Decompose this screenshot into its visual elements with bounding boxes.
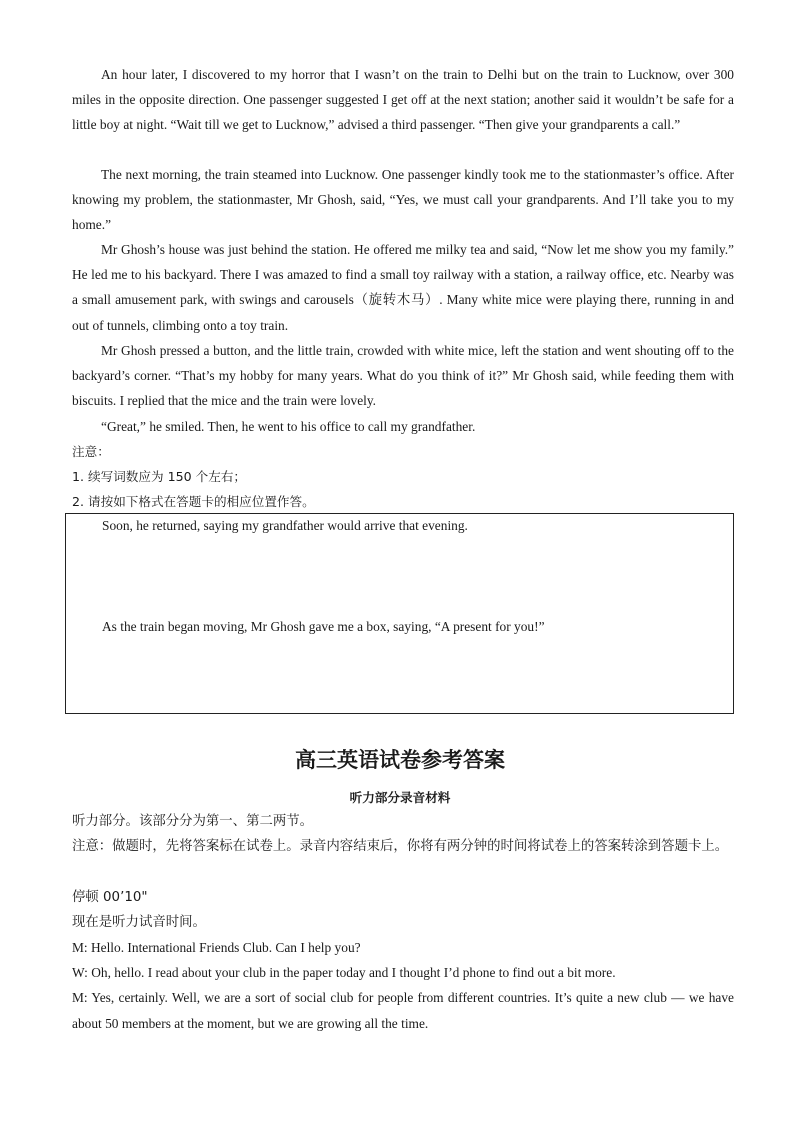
- passage-paragraph-1: An hour later, I discovered to my horror that I wasn’t on the train to Delhi but on the train to Lucknow, over 300 miles in the opposite direction. One passenger suggested I get off at the next station; another said it wouldn’t be safe for a little boy at night. “Wait till we get to Lucknow,” advised a third passenger. “Then give your grandparents a call.”: [72, 67, 734, 133]
- dialogue-line-1: M: Hello. International Friends Club. Can I help you?: [72, 940, 361, 955]
- passage-paragraph-5: “Great,” he smiled. Then, he went to his office to call my grandfather.: [101, 419, 476, 434]
- pause-marker: 停顿 00’10": [72, 890, 148, 905]
- notes-item-1: 1. 续写词数应为 150 个左右；: [72, 469, 247, 484]
- listening-intro: 听力部分。该部分分为第一、第二两节。: [72, 814, 314, 829]
- answer-key-title: 高三英语试卷参考答案: [295, 748, 505, 772]
- passage-paragraph-4: Mr Ghosh pressed a button, and the little train, crowded with white mice, left the station and went shouting off to the backyard’s corner. “That’s my hobby for many years. What do you think of it?” Mr Ghosh said, while feeding them with biscuits. I replied that the mice and the train were lovely.: [72, 343, 734, 409]
- answer-box: [65, 513, 734, 714]
- listening-instructions: 注意：做题时，先将答案标在试卷上。录音内容结束后，你将有两分钟的时间将试卷上的答案转涂到答题卡上。: [72, 839, 729, 854]
- dialogue-line-2: W: Oh, hello. I read about your club in the paper today and I thought I’d phone to find out a bit more.: [72, 965, 616, 980]
- notes-item-2: 2. 请按如下格式在答题卡的相应位置作答。: [72, 494, 315, 509]
- answer-box-first-line: Soon, he returned, saying my grandfather would arrive that evening.: [102, 518, 468, 533]
- answer-key-subtitle: 听力部分录音材料: [349, 790, 451, 805]
- notes-heading: 注意：: [72, 444, 110, 459]
- passage-paragraph-3: Mr Ghosh’s house was just behind the station. He offered me milky tea and said, “Now let me show you my family.” He led me to his backyard. There I was amazed to find a small toy railway with a station, a railway office, etc. Nearby was a small amusement park, with swings and carousels（旋转木马）. Many white mice were playing there, running in and out of tunnels, climbing onto a toy train.: [72, 242, 734, 333]
- dialogue-line-3: M: Yes, certainly. Well, we are a sort of social club for people from different countries. It’s quite a new club — we have about 50 members at the moment, but we are growing all the time.: [72, 990, 734, 1031]
- passage-paragraph-2: The next morning, the train steamed into Lucknow. One passenger kindly took me to the stationmaster’s office. After knowing my problem, the stationmaster, Mr Ghosh, said, “Yes, we must call your grandparents. And I’ll take you to my home.”: [72, 167, 734, 233]
- answer-box-second-line: As the train began moving, Mr Ghosh gave me a box, saying, “A present for you!”: [102, 619, 545, 634]
- sound-test-note: 现在是听力试音时间。: [72, 915, 206, 930]
